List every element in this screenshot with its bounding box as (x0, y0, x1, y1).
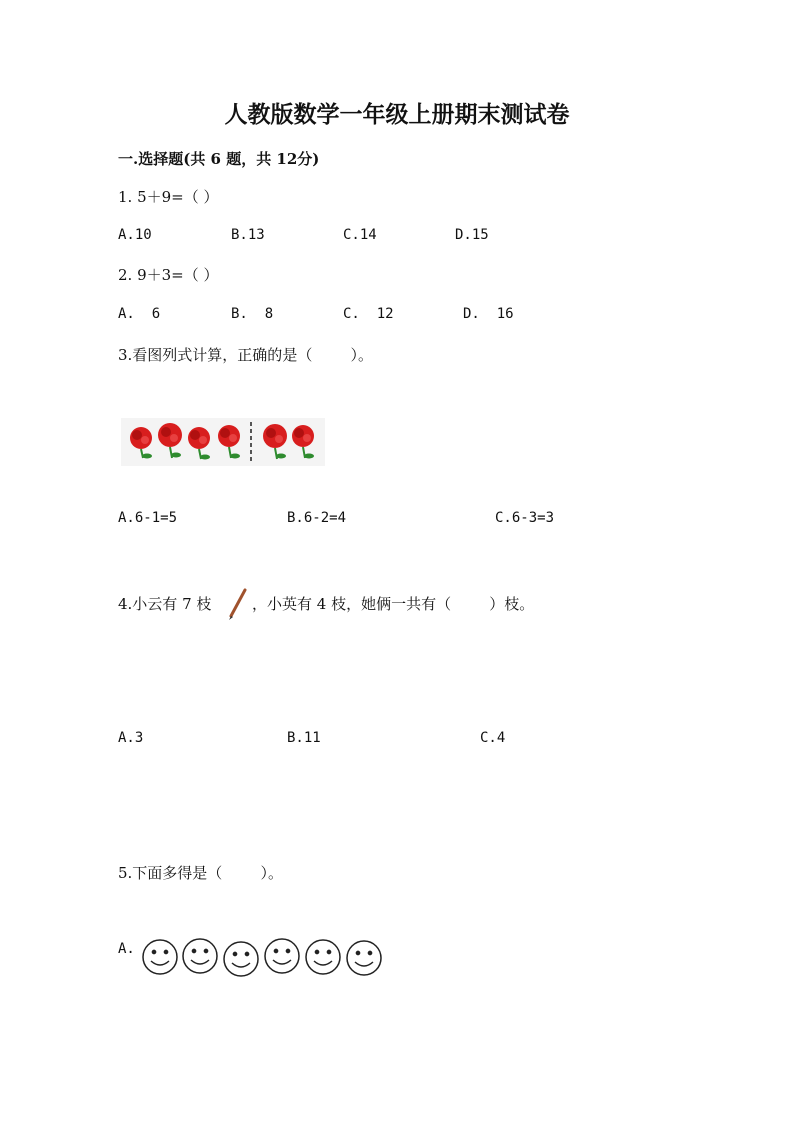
pencil-icon (226, 588, 248, 622)
smiley-face-icon (143, 940, 177, 974)
q4-option-a[interactable]: A.3 (118, 730, 144, 746)
question-5: 5.下面多得是（ ）。 (118, 864, 283, 882)
question-4-part-1: 4.小云有 7 枝 (118, 595, 212, 613)
smiley-face-icon (224, 942, 258, 976)
page-title: 人教版数学一年级上册期末测试卷 (224, 101, 570, 128)
question-1: 1. 5＋9=（ ） (118, 188, 219, 206)
q5-option-a[interactable]: A. (118, 941, 135, 957)
question-4-part-2: ，小英有 4 枝，她俩一共有（ ）枝。 (252, 595, 535, 613)
smiley-row (140, 933, 390, 981)
q2-option-d[interactable]: D. 16 (463, 306, 514, 322)
q2-option-c[interactable]: C. 12 (343, 306, 394, 322)
question-2: 2. 9＋3=（ ） (118, 266, 219, 284)
q1-option-b[interactable]: B.13 (231, 227, 265, 243)
question-3: 3.看图列式计算，正确的是（ ）。 (118, 346, 373, 364)
smiley-face-icon (265, 939, 299, 973)
q4-option-b[interactable]: B.11 (287, 730, 321, 746)
smiley-face-icon (183, 939, 217, 973)
section-heading: 一.选择题(共 6 题，共 12分) (118, 150, 320, 168)
q1-option-c[interactable]: C.14 (343, 227, 377, 243)
q2-option-a[interactable]: A. 6 (118, 306, 161, 322)
q2-option-b[interactable]: B. 8 (231, 306, 274, 322)
smiley-face-icon (347, 941, 381, 975)
q1-option-d[interactable]: D.15 (455, 227, 489, 243)
q3-option-c[interactable]: C.6-3=3 (495, 510, 555, 526)
q3-option-b[interactable]: B.6-2=4 (287, 510, 347, 526)
q4-option-c[interactable]: C.4 (480, 730, 506, 746)
smiley-face-icon (306, 940, 340, 974)
q1-option-a[interactable]: A.10 (118, 227, 152, 243)
flower-picture (121, 418, 325, 466)
q3-option-a[interactable]: A.6-1=5 (118, 510, 178, 526)
